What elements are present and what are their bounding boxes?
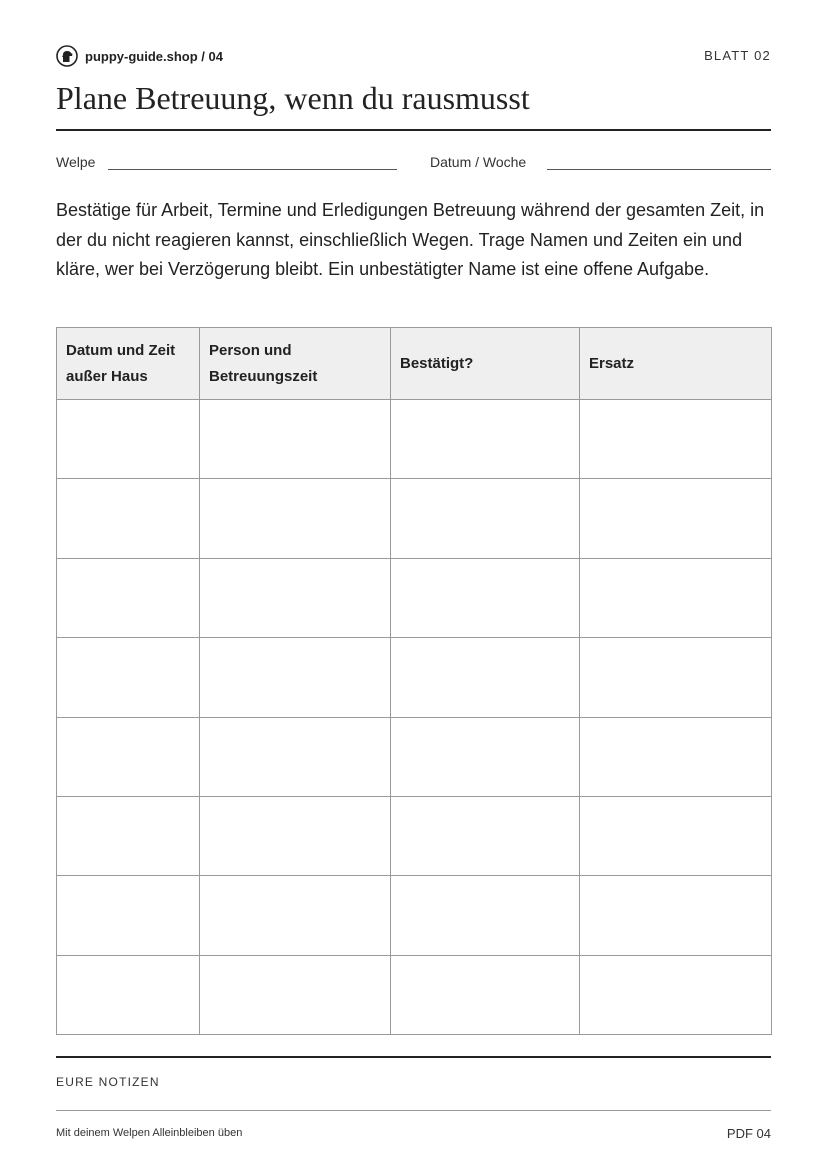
footer-document-title: Mit deinem Welpen Alleinbleiben üben [56, 1127, 243, 1139]
table-cell[interactable] [580, 558, 772, 637]
column-header-confirmed: Bestätigt? [391, 328, 580, 400]
page-header [56, 45, 771, 69]
table-cell[interactable] [57, 479, 200, 558]
table-cell[interactable] [580, 638, 772, 717]
footer-pdf-number: PDF 04 [726, 1126, 771, 1141]
puppy-field-label: Welpe [56, 154, 96, 170]
table-cell[interactable] [580, 400, 772, 479]
intro-text: Bestätige für Arbeit, Termine und Erledigungen Betreuung während der gesamten Zeit, in der du nicht reagieren kannst, einschließlich Wegen. Trage Namen und Zeiten ein und kläre, wer bei Verzögerung bleibt. Ein unbestätigter Name ist eine offene Aufgabe. [56, 200, 765, 279]
table-cell[interactable] [580, 479, 772, 558]
table-cell[interactable] [580, 796, 772, 875]
table-cell[interactable] [200, 955, 391, 1034]
table-row [57, 717, 772, 796]
table-row [57, 796, 772, 875]
dog-head-icon [56, 45, 78, 67]
title-divider [56, 129, 771, 131]
info-fields [56, 154, 771, 174]
brand [56, 45, 223, 67]
sheet-number: BLATT 02 [704, 48, 771, 63]
table-cell[interactable] [391, 479, 580, 558]
table-row [57, 876, 772, 955]
table-cell[interactable] [200, 717, 391, 796]
column-header-backup: Ersatz [580, 328, 772, 400]
date-field-label: Datum / Woche [430, 154, 527, 170]
table-cell[interactable] [57, 400, 200, 479]
footer-divider [56, 1110, 771, 1111]
notes-heading: EURE NOTIZEN [56, 1075, 160, 1089]
table-cell[interactable] [580, 876, 772, 955]
table-cell[interactable] [200, 558, 391, 637]
table-row [57, 558, 772, 637]
table-cell[interactable] [200, 638, 391, 717]
table-header-row [57, 328, 772, 400]
table-row [57, 638, 772, 717]
column-header-date: Datum und Zeit außer Haus [57, 328, 200, 400]
brand-label[interactable]: puppy-guide.shop / 04 [85, 48, 223, 64]
table-cell[interactable] [200, 796, 391, 875]
care-plan-table [56, 327, 772, 1035]
puppy-field[interactable] [108, 169, 397, 170]
table-cell[interactable] [57, 955, 200, 1034]
table-cell[interactable] [580, 717, 772, 796]
table-cell[interactable] [200, 876, 391, 955]
notes-divider [56, 1056, 771, 1058]
table-cell[interactable] [57, 876, 200, 955]
table-cell[interactable] [391, 796, 580, 875]
table-row [57, 400, 772, 479]
table-cell[interactable] [200, 400, 391, 479]
table-cell[interactable] [57, 558, 200, 637]
table-cell[interactable] [580, 955, 772, 1034]
table-cell[interactable] [391, 876, 580, 955]
page-title: Plane Betreuung, wenn du rausmusst [56, 80, 530, 116]
table-cell[interactable] [391, 558, 580, 637]
table-cell[interactable] [200, 479, 391, 558]
table-cell[interactable] [391, 400, 580, 479]
table-cell[interactable] [391, 717, 580, 796]
date-field[interactable] [547, 169, 771, 170]
table-cell[interactable] [391, 955, 580, 1034]
table-cell[interactable] [391, 638, 580, 717]
table-cell[interactable] [57, 638, 200, 717]
table-cell[interactable] [57, 796, 200, 875]
table-row [57, 479, 772, 558]
table-cell[interactable] [57, 717, 200, 796]
table-row [57, 955, 772, 1034]
column-header-person: Person und Betreuungszeit [200, 328, 391, 400]
